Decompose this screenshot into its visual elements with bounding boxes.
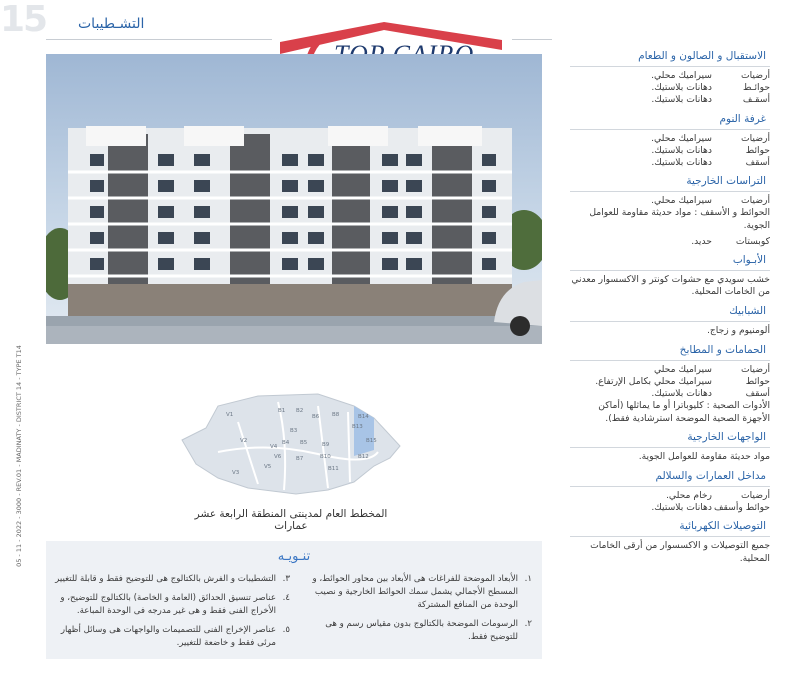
note-item xyxy=(296,573,532,612)
spec-section-doors xyxy=(570,252,770,299)
spec-section-bedroom xyxy=(570,111,770,170)
building-rendering xyxy=(46,54,542,344)
spec-key: حوائط وأسقف xyxy=(713,502,770,514)
note-text: عناصر تنسيق الحدائق (العامة و الخاصة) بالكتالوج للتوضيح، و الأخراج الفنى فقط و هى غير مدرجه فى الوحدة المباعة. xyxy=(60,593,276,616)
spec-key: أسقف xyxy=(745,157,770,169)
map-label: B9 xyxy=(322,442,330,448)
map-label: B14 xyxy=(358,414,369,420)
spec-paragraph: مواد حديثة مقاومة للعوامل الجوية. xyxy=(638,451,770,463)
spec-key: حوائط xyxy=(745,375,770,387)
spec-section-electrical xyxy=(570,518,770,565)
note-item xyxy=(54,624,290,650)
spec-section-facades xyxy=(570,429,770,464)
section-title: الشبابيك xyxy=(570,303,770,322)
spec-key: حوائط xyxy=(745,144,770,156)
notes-box xyxy=(46,541,542,659)
spec-value: سيراميك محلي. xyxy=(651,195,712,207)
note-text: عناصر الإخراج الفنى للتصميمات والواجهات هى وسائل أظهار مرئى فقط و خاضعة للتغيير. xyxy=(60,625,276,648)
section-title: مداخل العمارات والسلالم xyxy=(570,468,770,487)
spec-value: سيراميك محلي. xyxy=(651,132,712,144)
section-title: التوصيلات الكهربائية xyxy=(570,518,770,537)
spec-row xyxy=(570,388,770,400)
spec-value: دهانات بلاستيك. xyxy=(651,388,712,399)
map-label: B2 xyxy=(296,408,304,414)
spec-key: أرضيات xyxy=(740,70,770,81)
spec-key: أسقف xyxy=(745,388,770,399)
watermark-number: 15 xyxy=(0,0,47,40)
section-title: غرفة النوم xyxy=(570,111,770,130)
master-plan-map xyxy=(178,392,410,496)
map-label: B4 xyxy=(282,440,290,446)
map-label: V6 xyxy=(274,454,282,460)
spec-paragraph: ألومنيوم و زجاج. xyxy=(706,325,770,336)
spec-row xyxy=(570,70,770,82)
spec-value: رخام محلي. xyxy=(666,489,712,501)
section-title: التراسات الخارجية xyxy=(570,173,770,192)
spec-row xyxy=(570,133,770,145)
section-title: الأبـواب xyxy=(570,252,770,271)
spec-row xyxy=(570,145,770,157)
note-item xyxy=(54,592,290,618)
map-label: V1 xyxy=(226,412,234,418)
spec-section-windows xyxy=(570,303,770,338)
note-number: ٣. xyxy=(282,574,290,584)
map-label: B1 xyxy=(278,408,286,414)
note-number: ٥. xyxy=(282,625,290,635)
map-label: V5 xyxy=(264,464,272,470)
section-title: الحمامات و المطابخ xyxy=(570,342,770,361)
spec-row xyxy=(570,364,770,376)
spec-row xyxy=(570,94,770,106)
map-label: V3 xyxy=(232,470,240,476)
note-text: الرسومات الموضحة بالكتالوج بدون مقياس رسم و هى للتوضيح فقط. xyxy=(325,619,518,642)
spec-key: أسقـف xyxy=(742,94,770,106)
spec-paragraph: جميع التوصيلات و الاكسسوار من أرقى الخامات المحلية. xyxy=(590,540,770,564)
spec-paragraph: الأدوات الصحية : كليوباترا أو ما يماثلها (أماكن الأجهزة الصحية الموضحة استرشادية فقط). xyxy=(598,400,770,424)
spec-key: كوبستات xyxy=(735,235,770,247)
document-code xyxy=(11,340,27,580)
map-label: B6 xyxy=(312,414,320,420)
spec-section-entrances xyxy=(570,468,770,514)
spec-paragraph: خشب سويدي مع حشوات كونتر و الاكسسوار معدني من الخامات المحلية. xyxy=(571,273,770,298)
notes-title: تنـويـه xyxy=(277,549,311,564)
spec-section-terraces xyxy=(570,173,770,248)
spec-value: حديد. xyxy=(691,235,712,247)
spec-row xyxy=(570,376,770,388)
spec-row xyxy=(570,195,770,207)
map-label: V2 xyxy=(240,438,248,444)
note-text: التشطيبات و الفرش بالكتالوج هى للتوضيح فقط و قابلة للتغيير xyxy=(55,574,276,584)
spec-section-baths xyxy=(570,342,770,426)
spec-paragraph: الحوائط و الأسقف : مواد حديثة مقاومة للعوامل الجوية. xyxy=(589,207,770,232)
map-label: B8 xyxy=(332,412,340,418)
map-label: B15 xyxy=(366,438,377,444)
spec-value: دهانات بلاستيك. xyxy=(651,144,712,156)
spec-key: أرضيات xyxy=(740,132,770,144)
spec-row xyxy=(570,82,770,94)
spec-key: أرضيات xyxy=(740,489,770,501)
map-label: B3 xyxy=(290,428,298,434)
spec-row xyxy=(570,236,770,248)
spec-value: سيراميك محلي بكامل الإرتفاع. xyxy=(595,375,712,387)
spec-row xyxy=(570,502,770,514)
map-label: B10 xyxy=(320,454,331,460)
page-title: التشـطيبات xyxy=(78,16,145,32)
map-label: V4 xyxy=(270,444,278,450)
spec-key: أرضيات xyxy=(740,195,770,207)
map-label: B11 xyxy=(328,466,339,472)
spec-key: أرضيات xyxy=(740,363,770,375)
spec-value: دهانات بلاستيك. xyxy=(651,94,712,106)
finishing-specs xyxy=(570,48,770,570)
note-text: الأبعاد الموضحة للفراغات هى الأبعاد بين محاور الحوائط، و المسطح الأجمالي يشمل سمك الحوائط الخارجية و نصيب الوحدة من المنافع المشتركة xyxy=(312,574,518,610)
map-label: B7 xyxy=(296,456,304,462)
spec-key: حوائـط xyxy=(743,82,770,94)
spec-value: دهانات بلاستيك. xyxy=(651,82,712,94)
section-title: الواجهات الخارجية xyxy=(570,429,770,448)
notes-column-right xyxy=(296,573,532,650)
map-label: B13 xyxy=(352,424,363,430)
section-title: الاستقبال و الصالون و الطعام xyxy=(570,48,770,67)
spec-value: دهانات بلاستيك. xyxy=(651,157,712,169)
map-caption: المخطط العام لمدينتى المنطقة الرابعة عشر عمارات xyxy=(194,508,388,532)
note-item xyxy=(54,573,290,586)
note-number: ١. xyxy=(524,574,532,584)
spec-value: سيراميك محلي xyxy=(653,363,712,375)
map-label: B5 xyxy=(300,440,308,446)
spec-row xyxy=(570,157,770,169)
spec-value: سيراميك محلي. xyxy=(651,70,712,81)
note-item xyxy=(296,618,532,644)
spec-section-reception xyxy=(570,48,770,107)
document-code-text: 05 - 11 - 2022 - 3000 - REV.01 - MADINATY - DISTRICT 14 - TYPE T14 xyxy=(15,345,23,567)
note-number: ٢. xyxy=(524,619,532,629)
map-label: B12 xyxy=(358,454,369,460)
spec-row xyxy=(570,490,770,502)
note-number: ٤. xyxy=(282,593,290,603)
notes-column-left xyxy=(54,573,290,656)
spec-value: دهانات بلاستيك. xyxy=(651,502,712,514)
